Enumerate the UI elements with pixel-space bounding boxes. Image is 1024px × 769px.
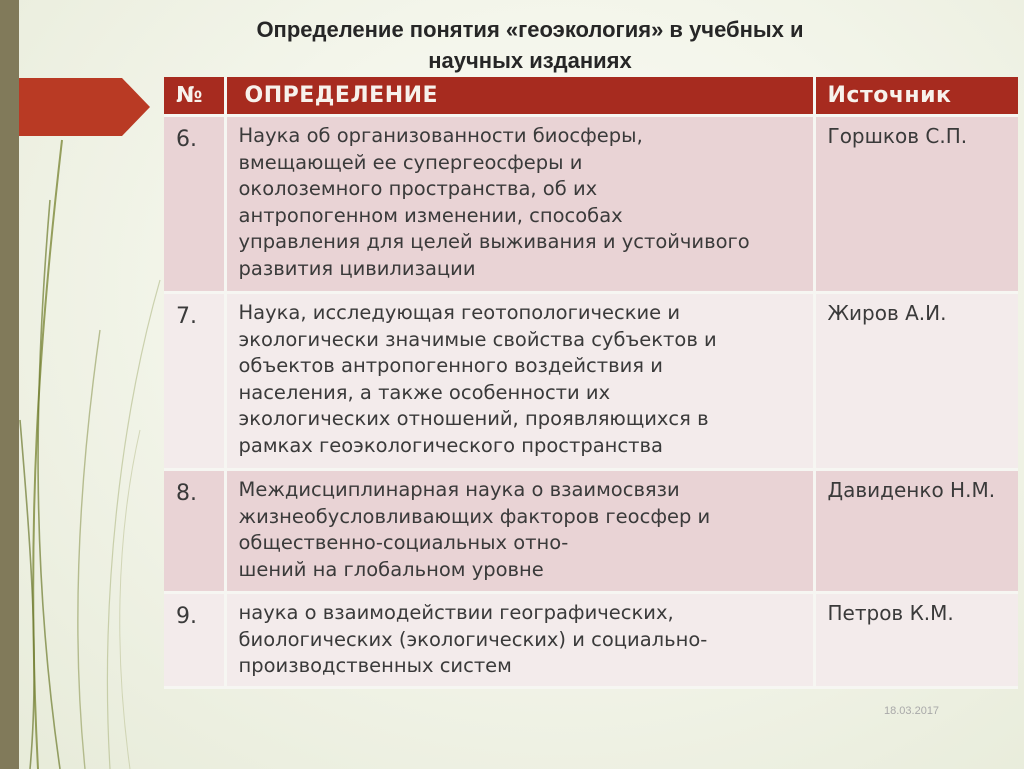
definition-line: развития цивилизации	[238, 256, 476, 280]
table-row	[164, 593, 1018, 688]
row-number: 9.	[164, 593, 225, 688]
row-definition	[225, 593, 814, 688]
row-definition	[225, 470, 814, 593]
row-number: 6.	[164, 116, 225, 293]
row-source: Давиденко Н.М.	[814, 470, 1018, 593]
definition-line: антропогенном изменении, способах	[238, 203, 623, 227]
row-number: 7.	[164, 293, 225, 470]
definition-line: биологических (экологических) и социально-	[238, 627, 708, 651]
table-row	[164, 293, 1018, 470]
definition-line: Наука об организованности биосферы,	[238, 124, 643, 147]
definition-line: рамках геоэкологического пространства	[238, 433, 663, 457]
table-row	[164, 116, 1018, 293]
definition-line: населения, а также особенности их	[238, 380, 611, 404]
row-source: Горшков С.П.	[814, 116, 1018, 293]
row-definition	[225, 293, 814, 470]
definition-line: Междисциплинарная наука о взаимосвязи	[238, 478, 680, 501]
definition-line: шений на глобальном уровне	[238, 557, 544, 581]
definition-line: наука о взаимодействии географических,	[238, 601, 674, 624]
header-source: Источник	[814, 77, 1018, 116]
definition-line: околоземного пространства, об их	[238, 177, 598, 200]
red-arrow-tab	[0, 0, 160, 140]
row-definition	[225, 116, 814, 293]
slide-title-line-1: Определение понятия «геоэкология» в учебных и	[256, 17, 804, 42]
row-source: Жиров А.И.	[814, 293, 1018, 470]
slide-title-line-2: научных изданиях	[428, 48, 632, 73]
definition-line: управления для целей выживания и устойчивого	[238, 230, 750, 253]
header-definition: ОПРЕДЕЛЕНИЕ	[225, 77, 814, 116]
definition-line: производственных систем	[238, 654, 512, 677]
definitions-table	[164, 77, 1018, 689]
definition-line: Наука, исследующая геотопологические и	[238, 301, 681, 324]
definition-line: объектов антропогенного воздействия и	[238, 354, 663, 377]
slide-title	[140, 14, 920, 76]
row-source: Петров К.М.	[814, 593, 1018, 688]
definition-line: экологически значимые свойства субъектов и	[238, 327, 717, 351]
definition-line: вмещающей ее супергеосферы и	[238, 150, 583, 174]
row-number: 8.	[164, 470, 225, 593]
table-header-row	[164, 77, 1018, 116]
definition-line: жизнеобусловливающих факторов геосфер и	[238, 504, 711, 528]
slide-date: 18.03.2017	[884, 705, 940, 717]
table-row	[164, 470, 1018, 593]
header-number: №	[164, 77, 225, 116]
definition-line: экологических отношений, проявляющихся в	[238, 407, 709, 430]
definition-line: общественно-социальных отно-	[238, 531, 569, 554]
